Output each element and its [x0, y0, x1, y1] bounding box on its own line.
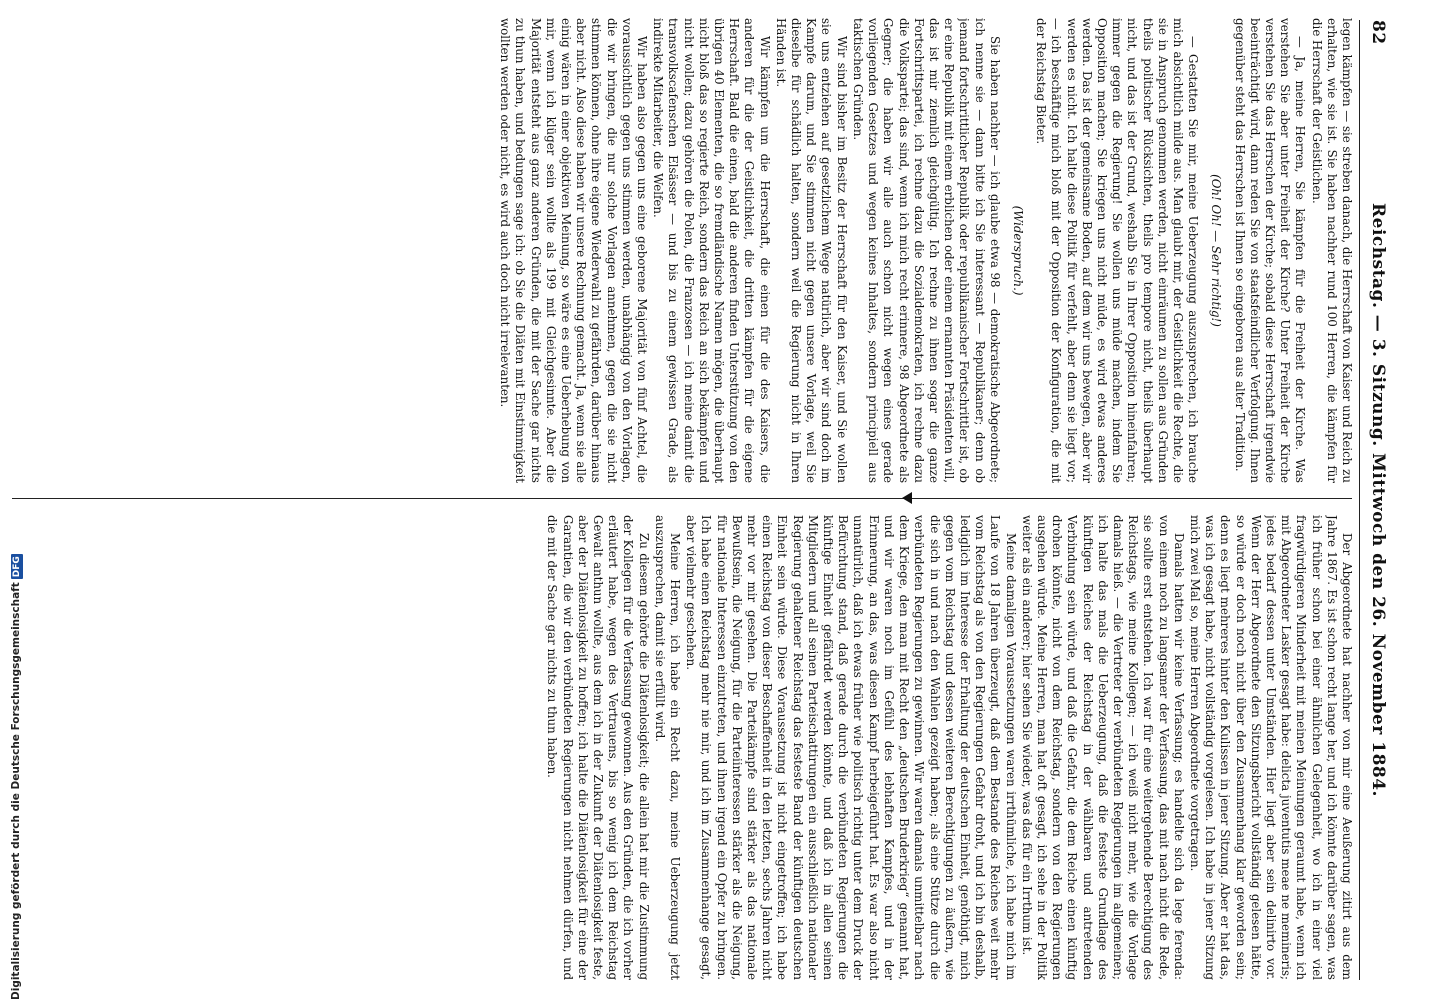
- running-title: Reichstag. — 3. Sitzung. Mittwoch den 26. November 1884.: [1368, 203, 1388, 797]
- paragraph: Meine Herren, ich habe ein Recht dazu, meine Ueberzeugung jetzt auszusprechen, damit sie erfüllt wird.: [652, 515, 683, 980]
- paragraph: Meine damaligen Voraussetzungen waren irrthümliche, ich habe mich im Laufe von 18 Jahren überzeugt, daß dem Bestande des Reiches weit mehr vom Reichstag als von den Regierungen Gefahr droht, und ich bin deshalb, lediglich im Interesse der Erhaltung der deutschen Einheit, genöthigt, mich gegen vom Reichstag und dessen weiteren Berechtigungen zu äußern, wie die sich in und nach den Wahlen gezeigt haben; als eine Stütze durch die verbündeten Regierungen zu gewinnen. Wir waren damals unmittelbar nach dem Kriege, den man mit Recht den „deutschen Bruderkrieg“ genannt hat, und wir waren noch im Gefühl des lebhaften Kampfes, und in der Erinnerung, an das, was diesen Kampf herbeigeführt hat. Es war also nicht unnatürlich, daß ich etwas früher wie politisch richtig unter dem Druck der Befürchtung stand, daß gerade durch die verbündeten Regierungen die künftige Einheit gefährdet werden könnte, und daß ich in allen seinen Mitgliedern und all seinen Parteischattirungen ein ausschließlich nationaler Regierung gehaltener Reichstag das festeste Band der künftigen deutschen Einheit sein würde. Diese Voraussetzung ist nicht eingetroffen; ich habe einen Reichstag von dieser Beschaffenheit in den letzten, sechs Jahren nicht mehr vor mir gesehen. Die Parteikämpfe sind stärker als das nationale Bewußtsein, die Neigung, für die Parteiinteressen stärker als die Neigung, für nationale Interessen einzutreten, und ihnen irgend ein Opfer zu bringen. Ich habe einen Reichstag mehr nie mir, und ich im Zusammenhange gesagt, aber vielmehr geschehen.: [684, 515, 1018, 980]
- paragraph: Wir haben also gegen uns eine geborene Majorität von fünf Achtel, die voraussichtlich gegen uns stimmen werden, unabhängig von den Vorlagen, die wir bringen, die nur solche Vorlagen annehmen, gegen die sie nicht stimmen können, ohne ihre eigene Wiederwahl zu gefährden, darüber hinaus aber nicht. Also diese haben wir unsere Rechnung gemacht. Ja, wenn sie alle einig wären in einer objektiven Meinung, so wäre es eine Ueberhebung von mir, wenn ich klüger sein wollte als 199 mit Gleichgesinnte. Aber die Majorität entsteht aus ganz anderen Gründen, die mit der Sache gar nichts zu thun haben, und bedungen sage ich: ob Sie die Diäten mit Einstimmigkeit wollten werden oder nicht, es wird auch doch nicht irrelevanten.: [498, 18, 650, 483]
- column-marker-icon: [902, 492, 912, 504]
- paragraph: — Gestatten Sie mir, meine Ueberzeugung auszusprechen, ich brauche mich absichtlich milde aus. Man glaubt mir, der Geistlichkeit die Rechte, die sie in Anspruch genommen werden, nicht einräumen zu sollen aus Gründen theils politischer Rücksichten, theils pro tempore nicht, theils überhaupt nicht, und das ist der Grund, weshalb Sie in Ihrer Opposition hineinfahren; immer gegen die Regierung! Sie wollen uns müde machen, indem Sie Opposition machen; Sie kriegen uns nicht müde, es wird etwas anderes werden. Das ist der gemeinsame Boden, auf dem wir uns bewegen, aber wir werden es nicht. Ich halte diese Politik für verfehlt, aber denn sie liegt vor; — ich beschäftige mich bloß mit der Opposition der Konfiguration, die mit der Reichstag Bieter.: [1034, 18, 1201, 483]
- dfg-logo-icon: DFG: [12, 556, 22, 578]
- digitization-credit: [10, 554, 23, 1000]
- right-text-column: [12, 515, 1354, 980]
- page-header: [1362, 20, 1388, 980]
- paragraph: Wir kämpfen um die Herrschaft, die einen für die des Kaisers, die anderen für die der Geistlichkeit, die dritten kämpfen für die eigene Herrschaft. Bald die einen, bald die anderen finden Unterstützung von den übrigen 40 Elementen, die so fremdländische Namen mögen, die überhaupt nicht bloß das so regierte Reich, sondern das Reich an sich bekämpfen und nicht wollen; dazu gehören die Polen, die Franzosen — ich meine damit die transvolkscafenschen Elsässer — und bis zu einem gewissen Grade, als indirekte Mitarbeiter, die Welfen.: [651, 18, 772, 483]
- paragraph: Zu diesem gehörte die Diätenlosigkeit; die allein hat mir die Zustimmung der Kollegen für die Verfassung gewonnen. Aus den Gründen, die ich vorher erläutert habe, wegen des Vertrauens, bis so wenig ich dem Reichstag Gewalt anthun wollte, aus dem ich in der Zukunft der Diätenlosigkeit feste, aber der Diätenlosigkeit zu hoffen; ich halte die Diätenlosigkeit für eine der Garantien, die wir den verbündeten Regierungen nicht nehmen dürfen, und die mit der Sache gar nichts zu thun haben.: [545, 515, 651, 980]
- interjection: (Oh! Oh! — Sehr richtig!): [1209, 174, 1224, 327]
- column-divider: [12, 498, 1352, 499]
- page-number: 82: [1368, 20, 1388, 45]
- paragraph: Damals hatten wir keine Verfassung; es handelte sich da lege ferenda: von einem noch zu langsamer der Verfassung, das mit nach nicht die Rede, sie sollte erst entstehen. Ich war für eine weitergehende Berechtigung des Reichstags, wie meine Kollegen; — ich weiß nicht mehr, wie die Vorlage damals hieß. — die Vertreter der verbündeten Regierungen im allgemeinen; ich halte das mals die Ueberzeugung, daß die festeste Grundlage des künftigen Reiches der Reichstag in der wählbaren und antretenden Verbindung sein würde, und daß die Gefahr, die dem Reiche einen künftig drohen könnte, nicht von dem Reichstag, sondern von den Regierungen ausgehen würde. Meine Herren, man hat oft gesagt, ich sehe in der Politik weiter als ein anderer; hier sehen Sie wieder, was das für ein Irrthum ist.: [1019, 515, 1186, 980]
- paragraph: Wir sind bisher im Besitz der Herrschaft für den Kaiser, und Sie wollen sie uns entziehen auf gesetzlichem Wege natürlich, aber wir sind doch im Kampfe darum, und Sie stimmen nicht gegen unsere Vorlage, weil Sie dieselbe für schädlich halten, sondern weil die Regierung nicht in Ihren Händen ist.: [773, 18, 849, 483]
- interjection: (Widerspruch.): [1010, 205, 1025, 296]
- paragraph: legen kämpfen — sie streben danach, die Herrschaft von Kaiser und Reich zu erhalten, wie sie ist. Sie haben nachher rund 100 Herren, die kämpfen für die Herrschaft der Geistlichen.: [1309, 18, 1354, 483]
- header-rule: [1359, 20, 1360, 980]
- credit-text: Digitalisierung gefördert durch die Deutsche Forschungsgemeinschaft: [10, 582, 22, 1000]
- paragraph: — Ja, meine Herren, Sie kämpfen für die Freiheit der Kirche. Was verstehen Sie aber unter Freiheit der Kirche? Unter Freiheit der Kirche verstehen Sie das Herrschen der Kirche; sobald diese Herrschaft irgendwie beeinträchtigt wird, dann reden Sie von staatsfeindlicher Verfolgung. Ihnen gegenüber steht das Herrschen ist Ihnen so eingeboren aus alter Tradition.: [1232, 18, 1308, 483]
- left-text-column: [12, 18, 1354, 483]
- paragraph: Sie haben nachher — ich glaube etwa 98 — demokratische Abgeordnete; ich nenne sie — dann bitte ich Sie interessant — Republikaner; denn ob jemand fortschrittlicher Republik oder republikanischer Fortschrittler ist, ob er eine Republik mit einem erblichen oder einem ernannten Präsidenten will, das ist mir ziemlich gleichgültig. Ich rechne zu ihnen sogar die ganze Fortschrittspartei, ich rechne dazu die Sozialdemokraten, ich rechne dazu die Volkspartei; das sind, wenn ich mich recht erinnere, 98 Abgeordnete als Gegner; die haben wir alle auch schon nicht wegen eines gerade vorliegenden Gesetzes und wegen keines Inhaltes, sondern principiell aus taktischen Gründen.: [850, 18, 1002, 483]
- footer-strip: [0, 0, 20, 1000]
- paragraph: Der Abgeordnete hat nachher von mir eine Aeußerung zitirt aus dem Jahre 1867. Es ist schon recht lange her, und ich könnte darüber sagen, was ich früher schon bei einer ähnlichen Gelegenheit, wo ich in einer viel fragwürdigeren Minderheit mit meinen Meinungen geraumt habe, wenn ich mit Abgeordneter Lasker gesagt habe: delicta juventutis meae ne memineris; jedes bedarf dessen unter Umständen. Hier liegt aber sein delinirto vor. Wenn der Herr Abgeordnete den Sitzungsbericht vollständig gelesen hätte, so würde er doch noch nicht über den Zusammenhang klar geworden sein; denn es liegt mehreres hinter den Kulissen in jener Sitzung. Aber er hat das, was ich gesagt habe, nicht vollständig vorgelesen. Ich habe in jener Sitzung mich zwei Mal so, meine Herren Abgeordnete vorgetragen.: [1187, 515, 1354, 980]
